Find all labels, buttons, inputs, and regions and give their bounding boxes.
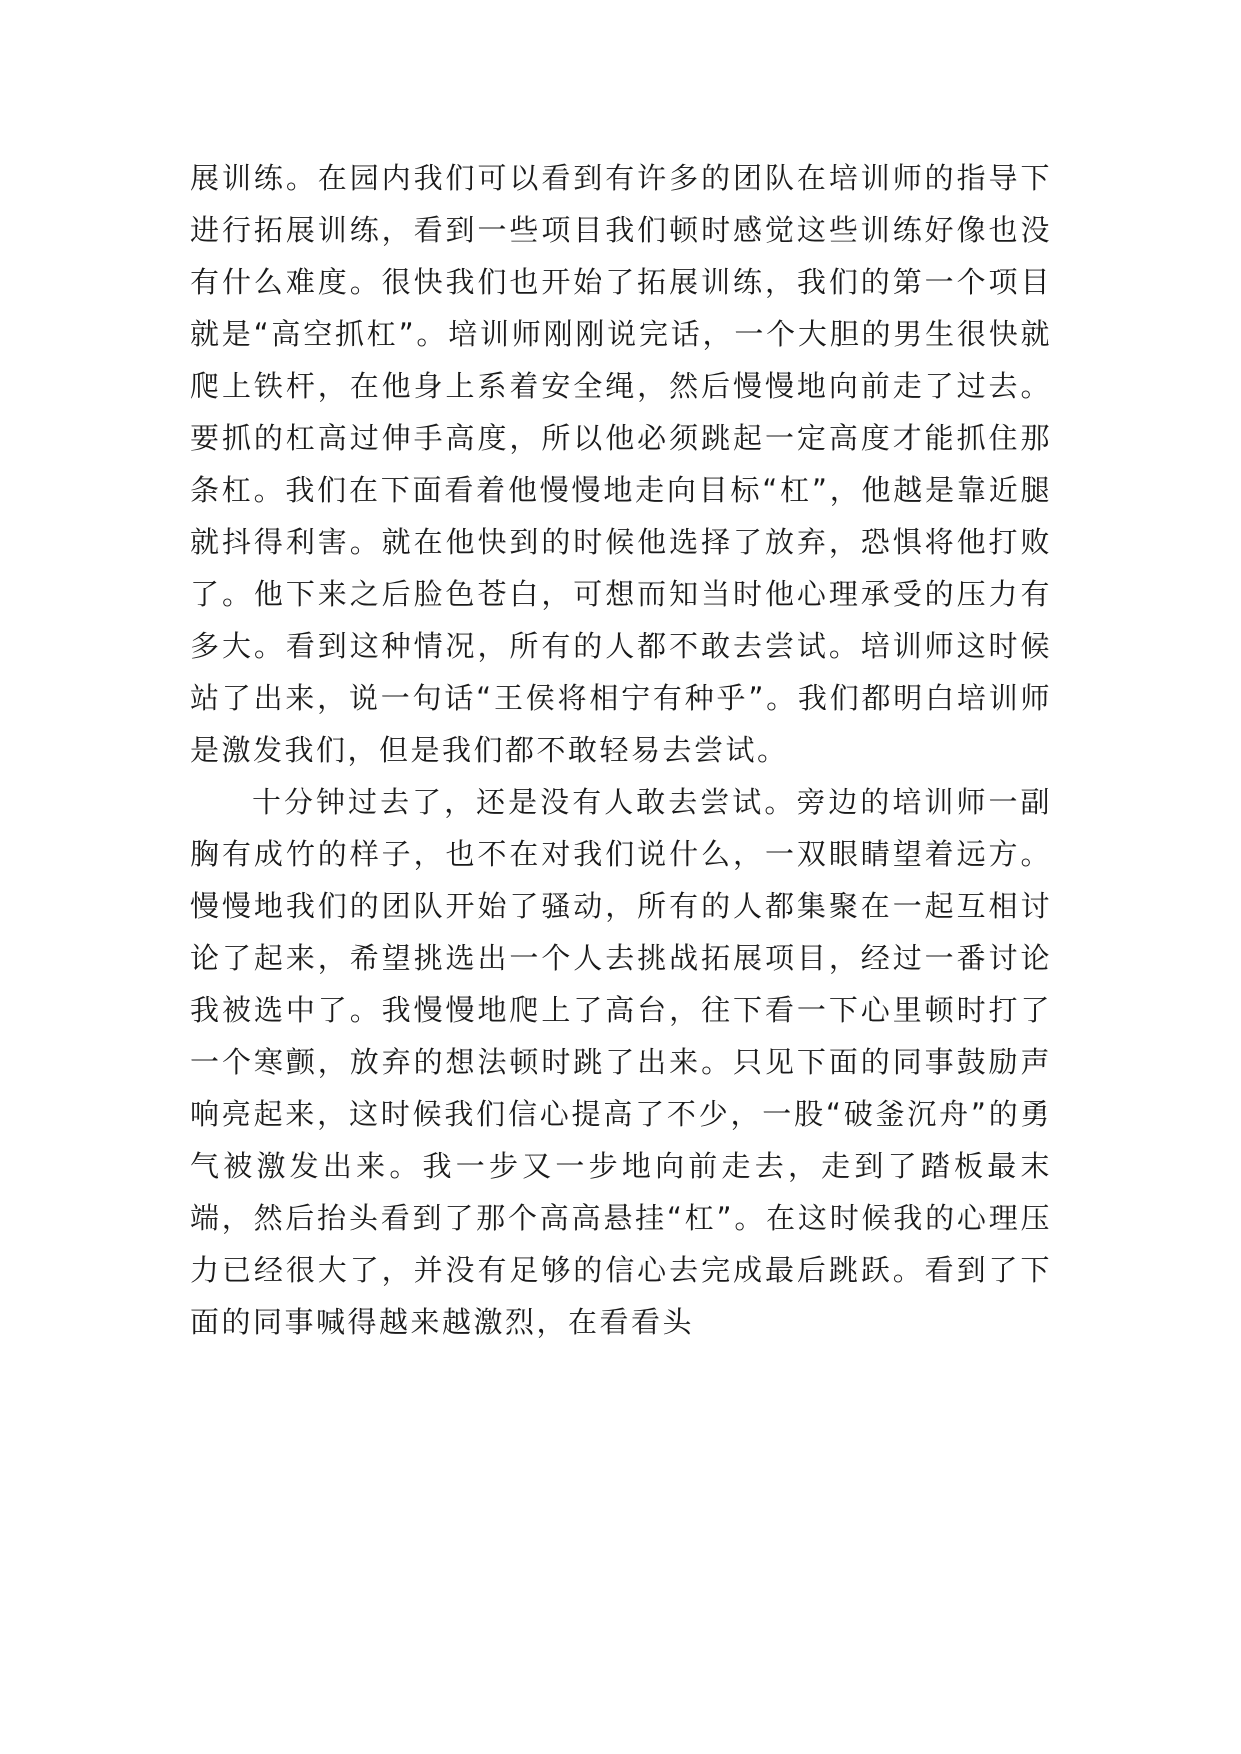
paragraph-continued: 展训练。在园内我们可以看到有许多的团队在培训师的指导下进行拓展训练，看到一些项目我们顿时感觉这些训练好像也没有什么难度。很快我们也开始了拓展训练，我们的第一个项目就是“高空抓杠”。培训师刚刚说完话，一个大胆的男生很快就爬上铁杆，在他身上系着安全绳，然后慢慢地向前走了过去。要抓的杠高过伸手高度，所以他必须跳起一定高度才能抓住那条杠。我们在下面看着他慢慢地走向目标“杠”，他越是靠近腿就抖得利害。就在他快到的时候他选择了放弃，恐惧将他打败了。他下来之后脸色苍白，可想而知当时他心理承受的压力有多大。看到这种情况，所有的人都不敢去尝试。培训师这时候站了出来，说一句话“王侯将相宁有种乎”。我们都明白培训师是激发我们，但是我们都不敢轻易去尝试。 (190, 161, 1052, 767)
paragraph: 十分钟过去了，还是没有人敢去尝试。旁边的培训师一副胸有成竹的样子，也不在对我们说什么，一双眼睛望着远方。慢慢地我们的团队开始了骚动，所有的人都集聚在一起互相讨论了起来，希望挑选出一个人去挑战拓展项目，经过一番讨论我被选中了。我慢慢地爬上了高台，往下看一下心里顿时打了一个寒颤，放弃的想法顿时跳了出来。只见下面的同事鼓励声响亮起来，这时候我们信心提高了不少，一股“破釜沉舟”的勇气被激发出来。我一步又一步地向前走去，走到了踏板最末端，然后抬头看到了那个高高悬挂“杠”。在这时候我的心理压力已经很大了，并没有足够的信心去完成最后跳跃。看到了下面的同事喊得越来越激烈，在看看头 (190, 785, 1052, 1339)
body-text (190, 152, 1052, 1348)
